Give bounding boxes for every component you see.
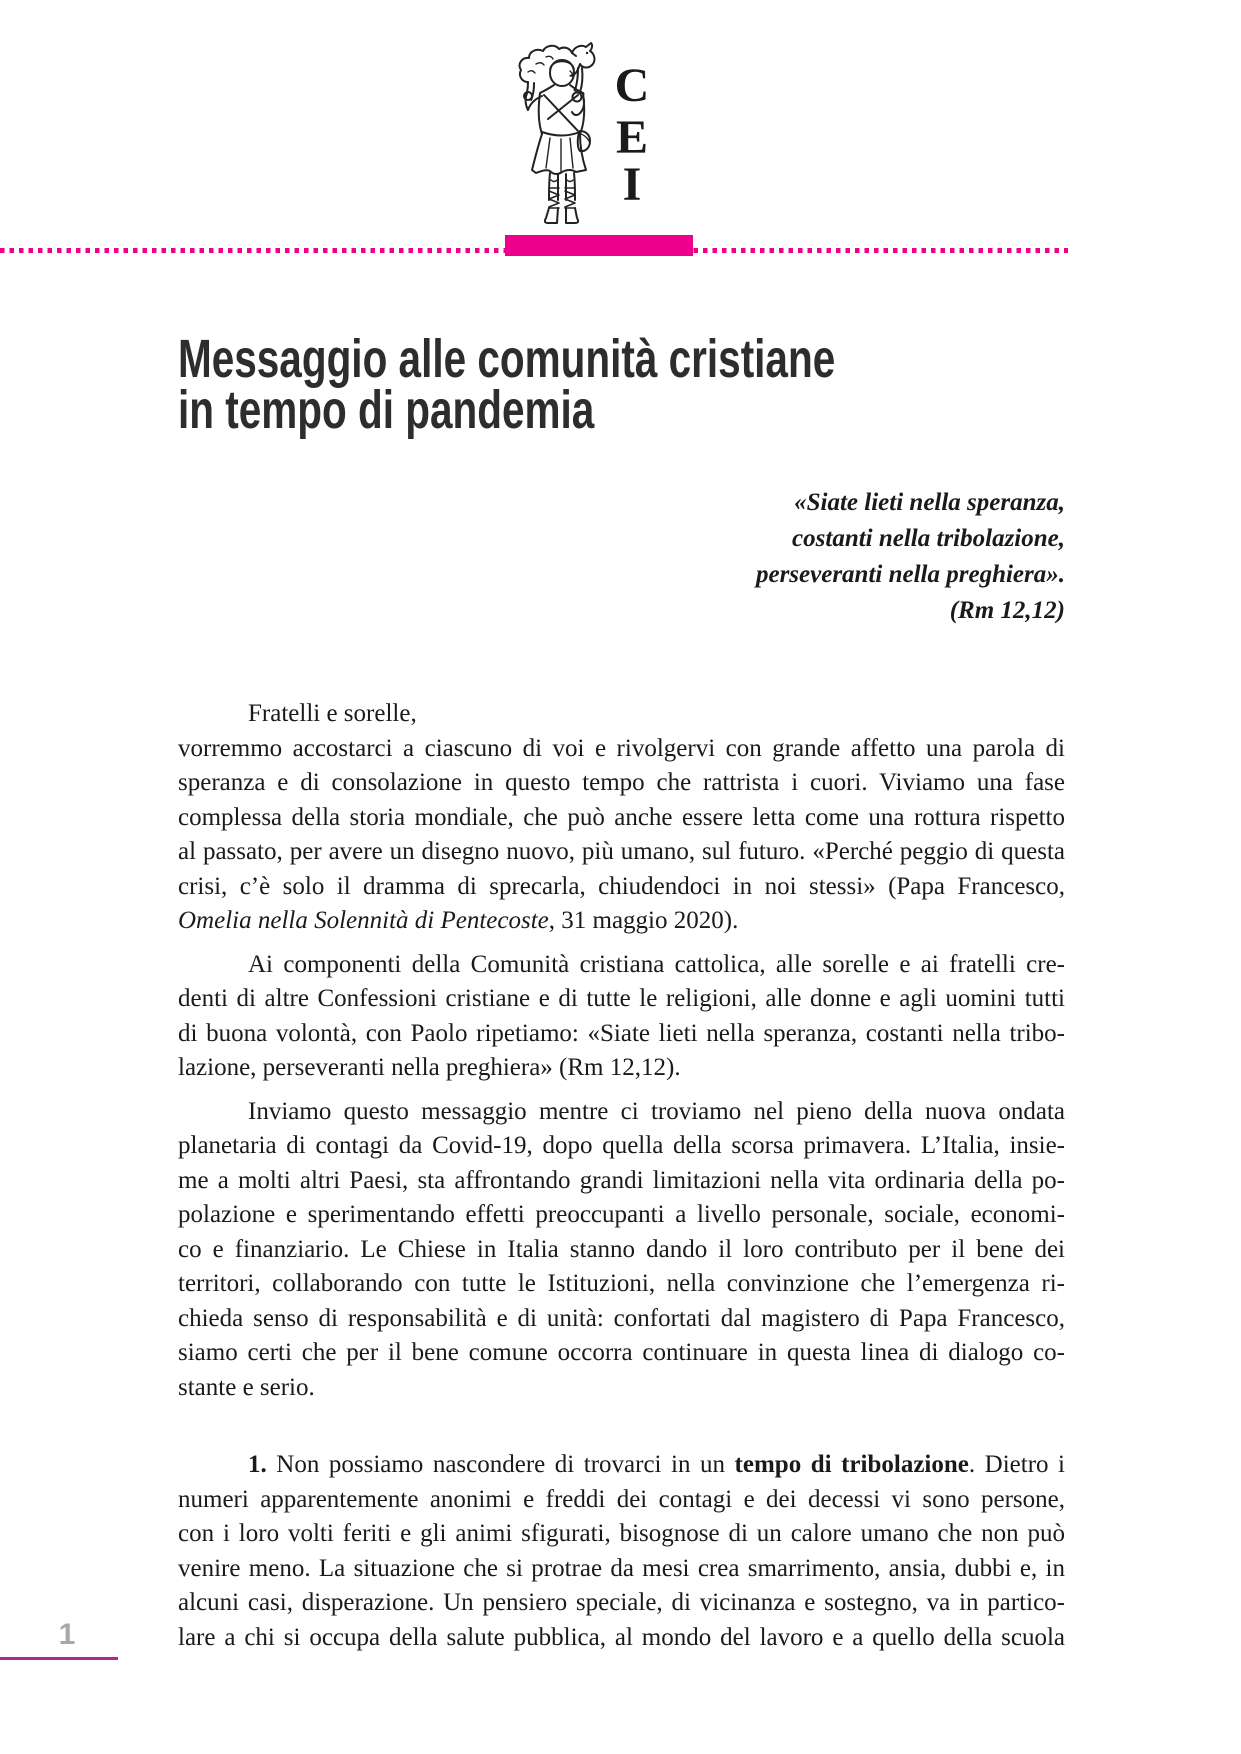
accent-bar (505, 235, 693, 256)
quote-reference: (Rm 12,12) (949, 597, 1065, 624)
body-line: di buona volontà, con Paolo ripetiamo: «Siate lieti nella speranza, costanti nella tribo- (178, 1019, 1065, 1047)
body-line: Fratelli e sorelle, (248, 700, 417, 727)
lamb-figure (520, 43, 595, 100)
cei-logo-shepherd-icon (498, 42, 613, 228)
body-line: lare a chi si occupa della salute pubblica, al mondo del lavoro e a quello della scuola (178, 1623, 1065, 1651)
body-line: me a molti altri Paesi, sta affrontando grandi limitazioni nella vita ordinaria della po- (178, 1166, 1065, 1194)
body-line: 1. Non possiamo nascondere di trovarci in un tempo di tribolazione. Dietro i (248, 1451, 1065, 1478)
paragraph (178, 948, 1065, 1086)
body-line: polazione e sperimentando effetti preoccupanti a livello personale, sociale, economi- (178, 1201, 1065, 1228)
body-line: al passato, per avere un disegno nuovo, più umano, sul futuro. «Perché peggio di questa (178, 838, 1065, 865)
body-line: denti di altre Confessioni cristiane e di tutte le religioni, alle donne e agli uomini tutti (178, 985, 1065, 1012)
body-line: con i loro volti feriti e gli animi sfigurati, bisognose di un calore umano che non può (178, 1520, 1065, 1547)
cei-letter-c: C (614, 59, 650, 112)
footer-rule (0, 1657, 118, 1660)
scripture-quote (178, 485, 1065, 629)
body-line: Inviamo questo messaggio mentre ci troviamo nel pieno della nuova ondata (248, 1097, 1065, 1125)
cei-letter-e: E (615, 111, 648, 164)
body-line: chieda senso di responsabilità e di unità: confortati dal magistero di Papa Francesco, (178, 1304, 1065, 1332)
body-line: lazione, perseveranti nella preghiera» (Rm 12,12). (178, 1054, 681, 1081)
quote-line: perseveranti nella preghiera». (755, 561, 1065, 588)
body-line: numeri apparentemente anonimi e freddi dei contagi e dei decessi vi sono persone, (178, 1485, 1065, 1513)
page-title-line-2: in tempo di pandemia (178, 380, 595, 440)
body-line: stante e serio. (178, 1373, 315, 1401)
body-line: speranza e di consolazione in questo tempo che rattrista i cuori. Viviamo una fase (178, 769, 1065, 796)
body-line: Ai componenti della Comunità cristiana cattolica, alle sorelle e ai fratelli cre- (248, 950, 1065, 978)
body-line: territori, collaborando con tutte le Istituzioni, nella convinzione che l’emergenza ri- (178, 1270, 1065, 1297)
body-line: siamo certi che per il bene comune occorra continuare in questa linea di dialogo co- (178, 1339, 1065, 1366)
paragraph (178, 1095, 1065, 1406)
paragraph (178, 697, 1065, 939)
body-line: crisi, c’è solo il dramma di sprecarla, chiudendoci in noi stessi» (Papa Francesco, (178, 872, 1065, 900)
body-line: co e finanziario. Le Chiese in Italia stanno dando il loro contributo per il bene dei (178, 1235, 1065, 1263)
body-line: complessa della storia mondiale, che può anche essere letta come una rottura rispetto (178, 803, 1065, 831)
paragraph (178, 1448, 1065, 1655)
body-line: vorremmo accostarci a ciascuno di voi e rivolgervi con grande affetto una parola di (178, 734, 1065, 762)
body-line: alcuni casi, disperazione. Un pensiero speciale, di vicinanza e sostegno, va in partico- (178, 1589, 1065, 1616)
body-line: Omelia nella Solennità di Pentecoste, 31 maggio 2020). (178, 907, 739, 934)
page-title (178, 329, 836, 440)
cei-letter-i: I (622, 158, 642, 211)
body-text (178, 697, 1065, 1655)
quote-line: «Siate lieti nella speranza, (794, 489, 1065, 516)
page-number: 1 (58, 1618, 76, 1651)
body-line: planetaria di contagi da Covid-19, dopo quella della scorsa primavera. L’Italia, insie- (178, 1132, 1065, 1159)
quote-line: costanti nella tribolazione, (792, 525, 1065, 552)
page-title-line-1: Messaggio alle comunità cristiane (178, 329, 836, 389)
cei-logo-letters (613, 59, 651, 222)
body-line: venire meno. La situazione che si protrae da mesi crea smarrimento, ansia, dubbi e, in (178, 1554, 1065, 1582)
